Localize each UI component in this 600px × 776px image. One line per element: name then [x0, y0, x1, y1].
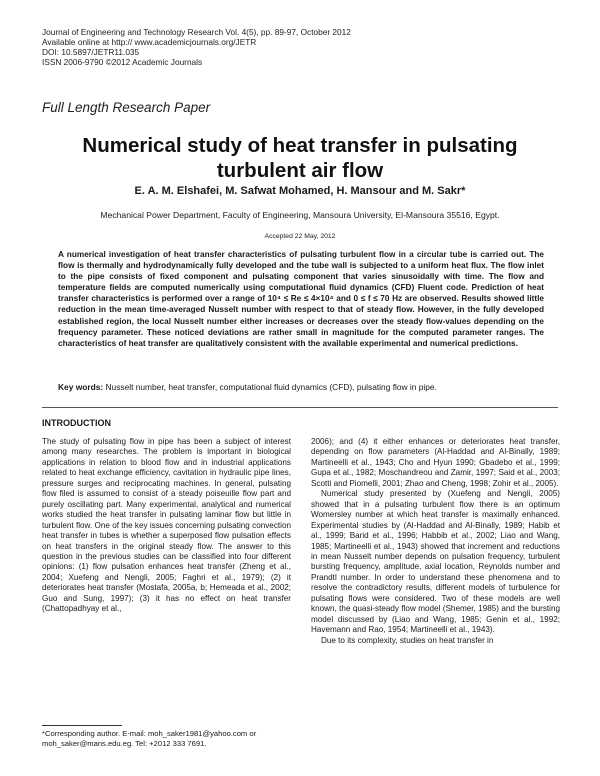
keywords-text: Nusselt number, heat transfer, computational fluid dynamics (CFD), pulsating flow in pipe. [105, 382, 437, 392]
left-column [42, 437, 291, 615]
paragraph: 2006); and (4) it either enhances or deteriorates heat transfer, depending on flow parameters (Al-Haddad and Al-Binally, 1989; Martineelli et al., 1943; Cho and Hyun 1990; Gbadebo et al., 1999; Gupa et al., 1982; Moschandreou and Zamir, 1997; Said et al., 2003; Scotti and Piomelli, 2001; Zhao and Cheng, 1998; Zohir et al., 2005). [311, 437, 560, 488]
affiliation: Mechanical Power Department, Faculty of Engineering, Mansoura University, El-Mansoura 35516, Egypt. [100, 210, 500, 220]
doi: DOI: 10.5897/JETR11.035 [42, 47, 140, 57]
journal-citation: Journal of Engineering and Technology Research Vol. 4(5), pp. 89-97, October 2012 [42, 27, 351, 37]
footnote: *Corresponding author. E-mail: moh_saker1981@yahoo.com or moh_saker@mans.edu.eg. Tel: +2012 333 7691. [42, 729, 257, 748]
right-column [311, 437, 560, 646]
paragraph: The study of pulsating flow in pipe has been a subject of interest among many researches. The problem is important in biological applications in relation to blood flow and in industrial applications related to heat exchange efficiency, cavitation in hydraulic pipe lines, pressure surges and reciprocating machines. In general, pulsating flow filed is assumed to consist of a steady poiseuille flow part and purely oscillating part. Many experimental, analytical and numerical works studied the heat transfer in pulsating laminar flow but little in turbulent flow. One of the key issues concerning pulsating convection heat transfer in tubes is whether a superposed flow pulsation effects on heat transfers in the original steady flow. The answer to this question in the previous studies can be classified into four different opinions: (1) flow pulsation enhances heat transfer (Zheng et al., 2004; Xuefeng and Nengli, 2005; Faghri et al., 1979); (2) it deteriorates heat transfer (Mostafa, 2005a, b; Hemeada et al., 2002; Guo and Sung, 1997); (3) it has no effect on heat transfer (Chattopadhyay et al., [42, 437, 291, 614]
authors: E. A. M. Elshafei, M. Safwat Mohamed, H. Mansour and M. Sakr* [134, 185, 466, 197]
footnote-divider [42, 725, 122, 726]
keywords-label: Key words: [58, 382, 104, 392]
paper-type: Full Length Research Paper [42, 100, 211, 115]
keywords [58, 382, 548, 392]
paper-title: Numerical study of heat transfer in pulsating turbulent air flow [82, 134, 518, 182]
abstract: A numerical investigation of heat transfer characteristics of pulsating turbulent flow in a circular tube is carried out. The flow is thermally and hydrodynamically fully developed and the tube wall is subjected to a uniform heat flux. The flow inlet to the pipe consists of fixed component and pulsating component that varies sinusoidally with time. The flow and temperature fields are computed numerically using computational fluid dynamics (CFD) Fluent code. Prediction of heat transfer characteristics is performed over a range of 10⁴ ≤ Re ≤ 4×10⁴ and 0 ≤ f ≤ 70 Hz are observed. Results showed little reduction in the mean time-averaged Nusselt number with respect to that of steady flow. However, in the fully developed established region, the local Nusselt number either increases or decreases over the steady flow-values depending on the frequency parameter. These noticed deviations are rather small in magnitude for the computed parameter ranges. The characteristics of heat transfer are qualitatively consistent with the available experimental and numerical predictions. [58, 250, 544, 348]
paragraph: Due to its complexity, studies on heat transfer in [321, 635, 494, 645]
paragraph: Numerical study presented by (Xuefeng and Nengli, 2005) showed that in a pulsating turbulent flow there is an optimum Womersley number at which heat transfer is maximally enhanced. Experimental studies by (Al-Haddad and Al-Binally, 1989; Habib et al., 1999; Barid et al., 1996; Habbib et al., 2002; Liao and Wang, 1985; Martineelli et al., 1943) showed that increment and reductions in mean Nusselt number depends on pulsation frequency, turbulent bursting frequency, amplitude, axial location, Reynolds number and Prandtl number. In order to understand these phenomena and to resolve the contradictory results, different models of turbulence for pulsating flows were considered. Two of these models are well known, the quasi-steady flow model (Shemer, 1985) and the bursting model discussed by (Liao and Wang, 1985; Genin et al., 1992; Havemann and Rao, 1954; Martineelli et al., 1943). [311, 489, 560, 635]
journal-header [42, 27, 351, 67]
section-divider [42, 407, 558, 408]
journal-url: Available online at http:// www.academicjournals.org/JETR [42, 37, 257, 47]
issn: ISSN 2006-9790 ©2012 Academic Journals [42, 57, 203, 67]
section-heading: INTRODUCTION [42, 418, 111, 428]
accepted-date: Accepted 22 May, 2012 [264, 233, 336, 240]
